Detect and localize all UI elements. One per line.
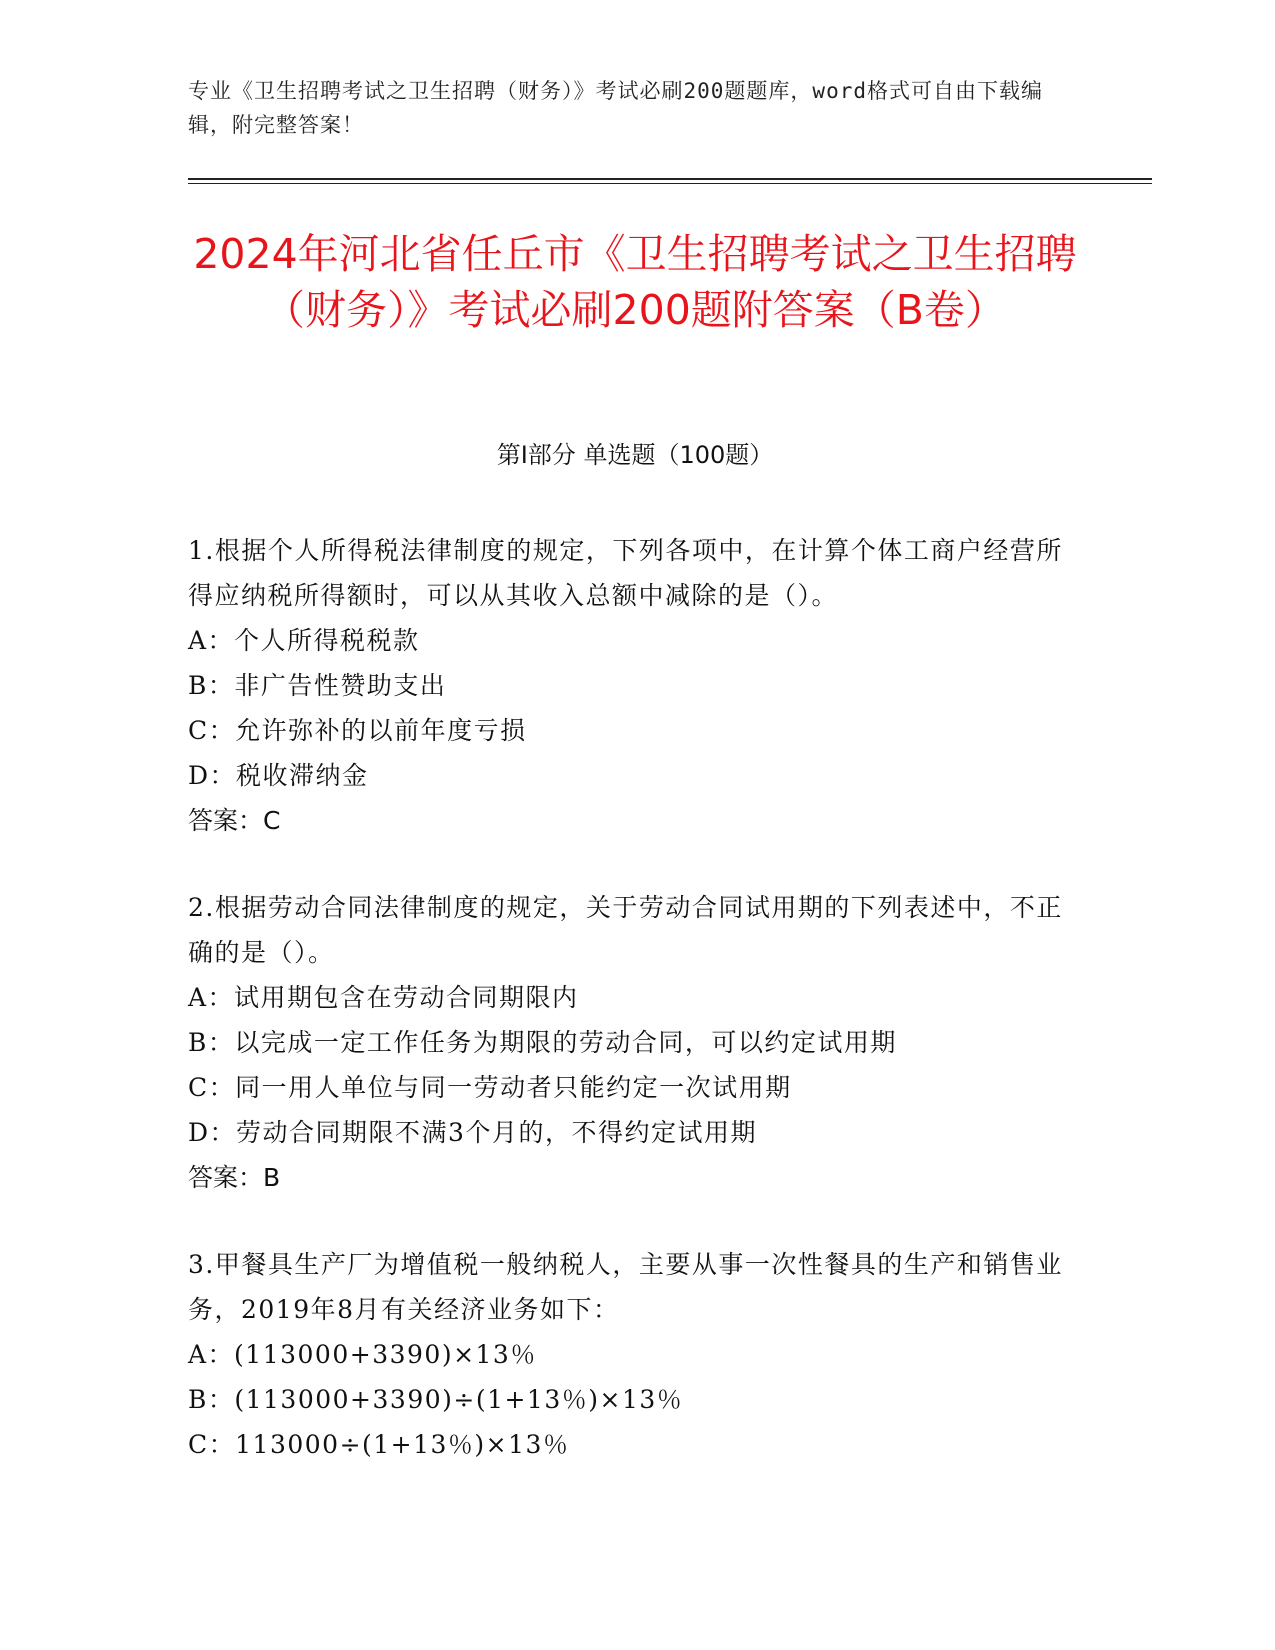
answer: 答案：B (188, 1163, 281, 1192)
option-d: D：税收滞纳金 (188, 761, 369, 790)
question-1 (188, 528, 1088, 843)
header-divider-thin (188, 183, 1152, 184)
header-divider (188, 178, 1152, 180)
section-heading: 第Ⅰ部分 单选题（100题） (496, 441, 774, 469)
question-spacer (188, 843, 1088, 885)
option-c: C：允许弥补的以前年度亏损 (188, 716, 527, 745)
question-3 (188, 1242, 1088, 1467)
option-a: A：个人所得税税款 (188, 626, 420, 655)
question-spacer (188, 1200, 1088, 1242)
question-stem: 2.根据劳动合同法律制度的规定，关于劳动合同试用期的下列表述中，不正确的是（）。 (188, 893, 1063, 967)
answer: 答案：C (188, 806, 281, 835)
option-d: D：劳动合同期限不满3个月的，不得约定试用期 (188, 1118, 757, 1147)
option-b: B：(113000+3390)÷(1+13％)×13％ (188, 1385, 684, 1414)
option-a: A：试用期包含在劳动合同期限内 (188, 983, 579, 1012)
question-stem: 1.根据个人所得税法律制度的规定，下列各项中，在计算个体工商户经营所得应纳税所得额时，可以从其收入总额中减除的是（）。 (188, 536, 1063, 610)
option-c: C：同一用人单位与同一劳动者只能约定一次试用期 (188, 1073, 792, 1102)
question-stem: 3.甲餐具生产厂为增值税一般纳税人，主要从事一次性餐具的生产和销售业务，2019年8月有关经济业务如下： (188, 1250, 1063, 1324)
header-note: 专业《卫生招聘考试之卫生招聘（财务）》考试必刷200题题库，word格式可自由下载编辑，附完整答案！ (188, 79, 1043, 137)
document-title: 2024年河北省任丘市《卫生招聘考试之卫生招聘（财务）》考试必刷200题附答案（B卷） (193, 230, 1077, 334)
option-c: C：113000÷(1+13％)×13％ (188, 1430, 570, 1459)
option-b: B：以完成一定工作任务为期限的劳动合同，可以约定试用期 (188, 1028, 897, 1057)
option-a: A：(113000+3390)×13％ (188, 1340, 537, 1369)
option-b: B：非广告性赞助支出 (188, 671, 447, 700)
question-list (188, 528, 1088, 1467)
question-2 (188, 885, 1088, 1200)
